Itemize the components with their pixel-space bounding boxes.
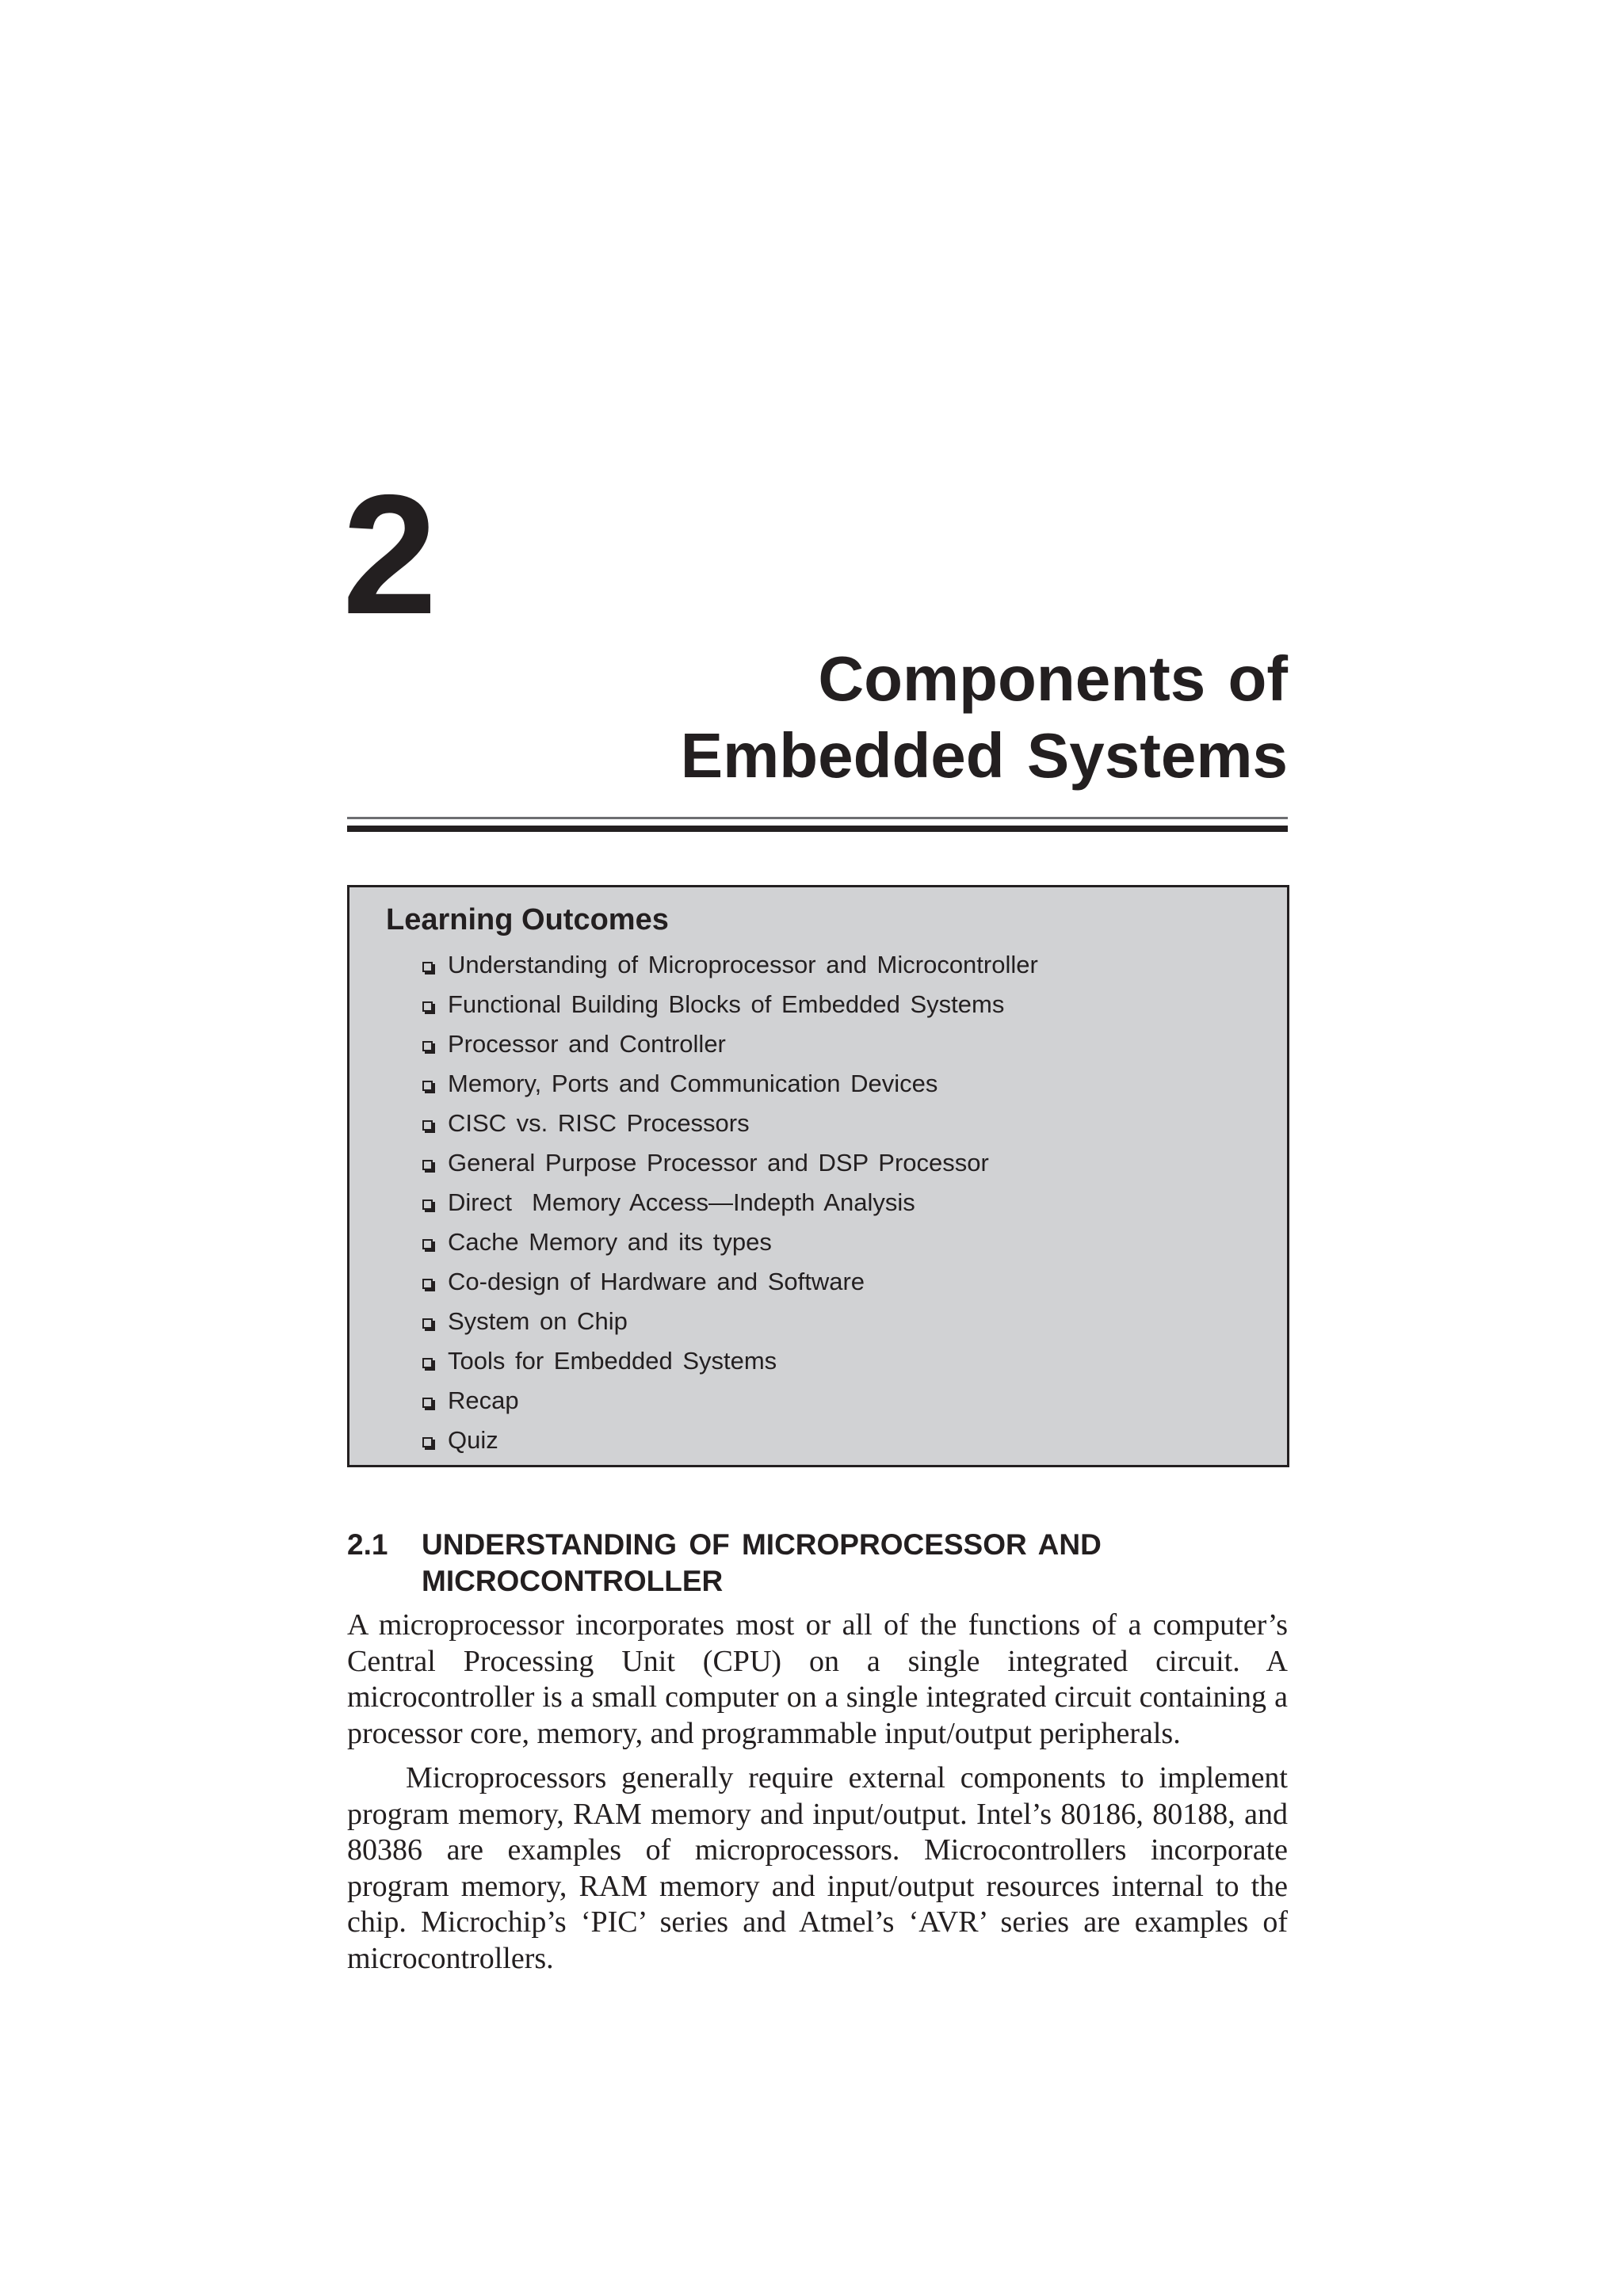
divider-thick	[347, 826, 1288, 832]
square-bullet-icon	[422, 1081, 433, 1091]
list-item	[422, 945, 1038, 985]
list-item	[422, 1262, 1038, 1302]
list-item	[422, 1421, 1038, 1460]
list-item	[422, 1143, 1038, 1183]
list-item	[422, 1381, 1038, 1421]
square-bullet-icon	[422, 1160, 433, 1170]
section-number: 2.1	[347, 1528, 388, 1561]
list-item-label: Co-design of Hardware and Software	[448, 1268, 865, 1295]
list-item-label: Direct Memory Access—Indepth Analysis	[448, 1188, 915, 1216]
square-bullet-icon	[422, 1041, 433, 1051]
chapter-title-line-2: Embedded Systems	[680, 720, 1288, 791]
chapter-title	[681, 640, 1288, 794]
divider-thin	[347, 817, 1288, 819]
square-bullet-icon	[422, 1239, 433, 1249]
square-bullet-icon	[422, 962, 433, 972]
list-item-label: Understanding of Microprocessor and Microcontroller	[448, 951, 1038, 978]
list-item-label: System on Chip	[448, 1307, 628, 1335]
list-item	[422, 1183, 1038, 1222]
square-bullet-icon	[422, 1398, 433, 1408]
list-item	[422, 1341, 1038, 1381]
list-item-label: Functional Building Blocks of Embedded Systems	[448, 990, 1005, 1018]
list-item-label: Memory, Ports and Communication Devices	[448, 1070, 938, 1097]
list-item	[422, 1024, 1038, 1064]
list-item	[422, 1104, 1038, 1143]
square-bullet-icon	[422, 1318, 433, 1329]
list-item-label: CISC vs. RISC Processors	[448, 1109, 750, 1137]
list-item	[422, 1064, 1038, 1104]
section-heading: UNDERSTANDING OF MICROPROCESSOR AND MICROCONTROLLER	[422, 1528, 1102, 1597]
list-item-label: Quiz	[448, 1426, 498, 1454]
list-item-label: Cache Memory and its types	[448, 1228, 772, 1256]
square-bullet-icon	[422, 1358, 433, 1368]
list-item-label: Processor and Controller	[448, 1030, 726, 1058]
square-bullet-icon	[422, 1279, 433, 1289]
list-item	[422, 1302, 1038, 1341]
square-bullet-icon	[422, 1120, 433, 1131]
square-bullet-icon	[422, 1001, 433, 1012]
learning-outcomes-box	[347, 885, 1289, 1467]
square-bullet-icon	[422, 1199, 433, 1210]
list-item	[422, 985, 1038, 1024]
list-item	[422, 1222, 1038, 1262]
square-bullet-icon	[422, 1437, 433, 1447]
chapter-number: 2	[342, 459, 437, 650]
learning-outcomes-list	[422, 945, 1038, 1460]
list-item-label: Recap	[448, 1386, 519, 1414]
learning-outcomes-heading: Learning Outcomes	[386, 903, 669, 936]
list-item-label: Tools for Embedded Systems	[448, 1347, 777, 1375]
body-paragraph: A microprocessor incorporates most or all of the functions of a computer’s Central Processing Unit (CPU) on a single integrated circuit. A microcontroller is a small computer on a single integrated circuit containing a processor core, memory, and programmable input/output peripherals.	[347, 1608, 1288, 1750]
body-paragraph: Microprocessors generally require external components to implement program memory, RAM memory and input/output. Intel’s 80186, 80188, and 80386 are examples of microprocessors. Microcontrollers incorporate program memory, RAM memory and input/output resources internal to the chip. Microchip’s ‘PIC’ series and Atmel’s ‘AVR’ series are examples of microcontrollers.	[347, 1761, 1288, 1975]
chapter-title-line-1: Components of	[818, 643, 1288, 714]
list-item-label: General Purpose Processor and DSP Processor	[448, 1149, 989, 1177]
